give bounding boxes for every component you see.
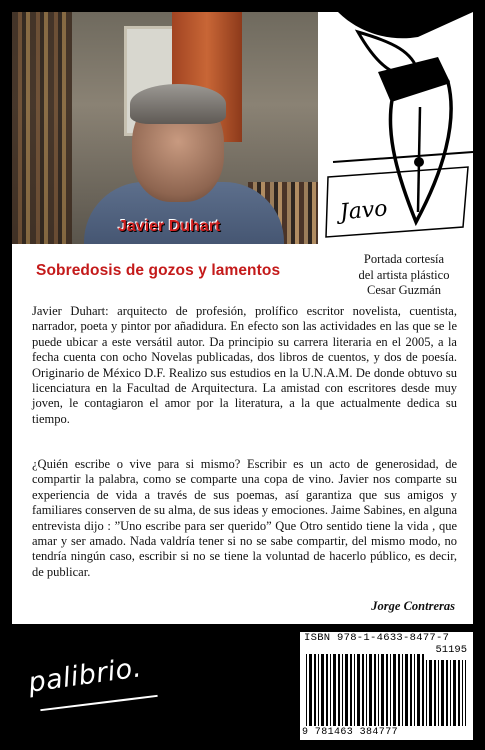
addon-bars-icon: [426, 660, 466, 726]
back-cover-content: [12, 244, 473, 624]
cover-credit: [340, 252, 468, 299]
barcode-bars-icon: [306, 654, 424, 726]
isbn-barcode: [300, 632, 473, 740]
book-title: Sobredosis de gozos y lamentos: [36, 262, 281, 279]
author-photo: [12, 12, 318, 244]
cover-credit-line2: del artista plástico: [358, 267, 450, 282]
cover-credit-line3: Cesar Guzmán: [367, 283, 441, 297]
fountain-pen-illustration: [318, 12, 473, 244]
publisher-logo-underline: [40, 695, 157, 711]
author-name: Javier Duhart: [118, 218, 221, 235]
price-code: 51195: [435, 644, 467, 656]
foreword-paragraph: ¿Quién escribe o vive para si mismo? Escribir es un acto de generosidad, de compartir la palabra, como se comparte una copa de vino. Javier nos comparte su experiencia de vida a través de sus poemas, así garantiza que sus amigos y familiares conserven de su alma, de sus ideas y emociones. Jaime Sabines, en alguna entrevista dijo : ”Uno escribe para ser querido” Que Otro sentido tiene la vida , que amar y ser amado. Nada valdría tener si no se sabe compartir, del mismo modo, no tendría ningún caso, escribir si no se tiene la voluntad de hacerlo público, es decir, de publicar.: [32, 457, 457, 579]
fountain-pen-icon: [318, 12, 473, 244]
bookshelf-left: [12, 12, 72, 244]
foreword-signature: Jorge Contreras: [371, 599, 455, 613]
isbn-label: ISBN 978-1-4633-8477-7: [304, 632, 450, 644]
author-bio-paragraph: Javier Duhart: arquitecto de profesión, prolífico escritor novelista, cuentista, narrador, poeta y pintor por añadidura. En efecto son las actividades en las que se le puede ubicar a este versátil autor. Da principio su carrera literaria en el 2005, a la fecha cuenta con ocho Novelas publicadas, dos libros de cuentos, y dos de poesía. Originario de México D.F. Realizo sus estudios en la U.N.A.M. De donde obtuvo su licenciatura en la Facultad de Arquitectura. La amistad con escritores desde muy joven, le contagiaron el amor por la literatura, a la que actualmente dedica su tiempo.: [32, 304, 457, 426]
cover-credit-line1: Portada cortesía: [363, 252, 445, 266]
author-hair: [130, 84, 226, 124]
publisher-logo: palibrio.: [26, 652, 144, 699]
barcode-digits: 9 781463 384777: [302, 727, 399, 738]
pen-signature: Javo: [338, 196, 389, 226]
